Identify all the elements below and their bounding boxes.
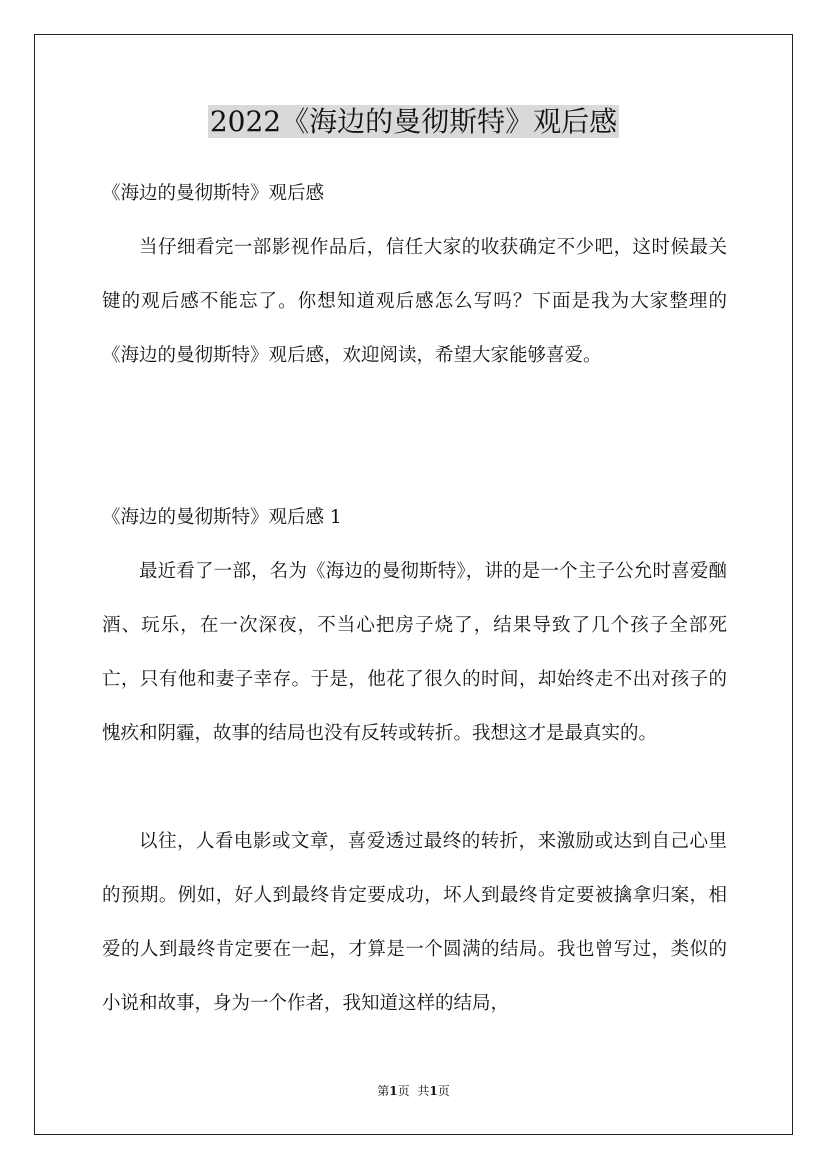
total-pages: 1 xyxy=(429,1084,438,1098)
section-heading: 《海边的曼彻斯特》观后感 1 xyxy=(102,507,342,528)
page-suffix: 页 xyxy=(397,1084,410,1098)
document-title: 2022《海边的曼彻斯特》观后感 xyxy=(209,105,618,138)
body-paragraph-1: 最近看了一部，名为《海边的曼彻斯特》，讲的是一个主子公允时喜爱酗酒、玩乐，在一次深夜，不当心把房子烧了，结果导致了几个孩子全部死亡，只有他和妻子幸存。于是，他花了很久的时间，却始终走不出对孩子的愧疚和阴霾，故事的结局也没有反转或转折。我想这才是最真实的。 xyxy=(102,561,727,744)
page-prefix: 第 xyxy=(377,1084,390,1098)
total-suffix: 页 xyxy=(437,1084,450,1098)
page-number: 1 xyxy=(389,1084,398,1098)
intro-heading: 《海边的曼彻斯特》观后感 xyxy=(102,183,325,204)
total-prefix: 共 xyxy=(417,1084,430,1098)
intro-paragraph: 当仔细看完一部影视作品后，信任大家的收获确定不少吧，这时候最关键的观后感不能忘了。你想知道观后感怎么写吗？下面是我为大家整理的《海边的曼彻斯特》观后感，欢迎阅读，希望大家能够喜爱。 xyxy=(102,237,727,366)
body-paragraph-2: 以往，人看电影或文章，喜爱透过最终的转折，来激励或达到自己心里的预期。例如，好人到最终肯定要成功，坏人到最终肯定要被擒拿归案，相爱的人到最终肯定要在一起，才算是一个圆满的结局。我也曾写过，类似的小说和故事，身为一个作者，我知道这样的结局， xyxy=(102,831,727,1014)
page-footer xyxy=(0,1082,827,1099)
